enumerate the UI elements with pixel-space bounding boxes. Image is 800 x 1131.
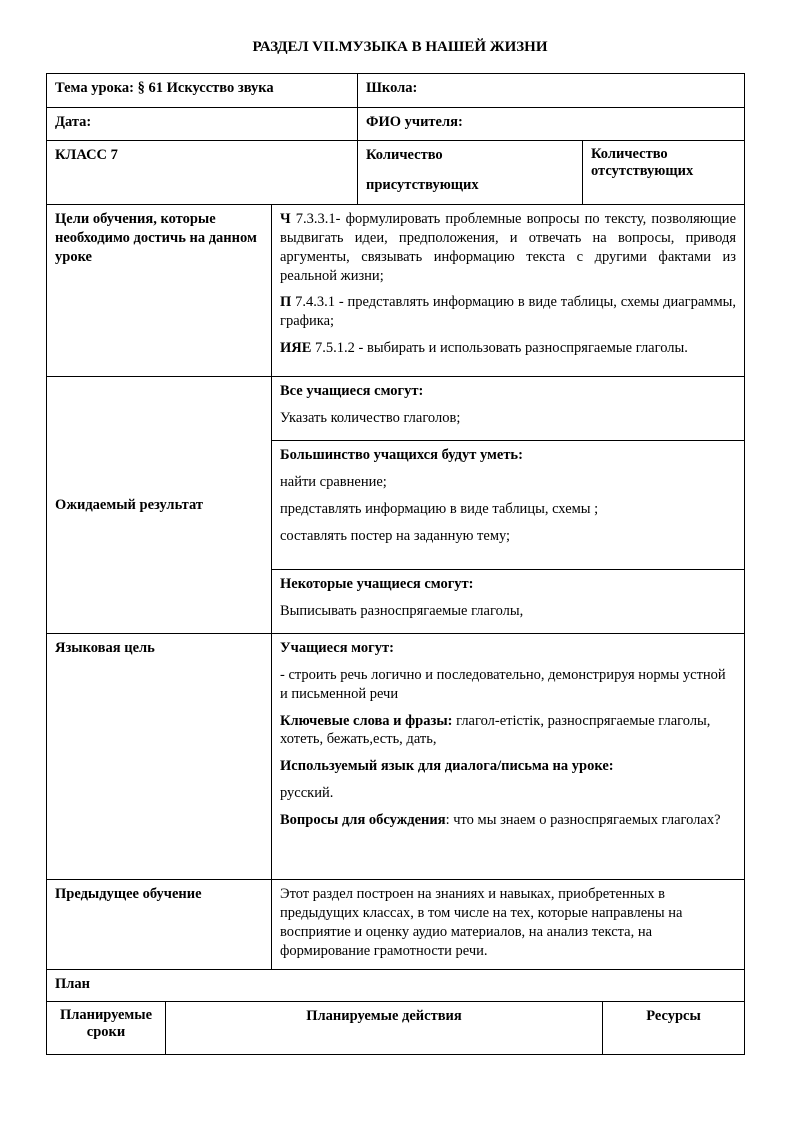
date-cell: Дата: [47,108,358,141]
previous-row [47,880,745,970]
language-used-value: русский. [280,785,334,802]
goals-label: Цели обучения, которые необходимо достичь на данном уроке [47,205,272,377]
goal-code: П [280,294,292,311]
expected-most-item: найти сравнение; [280,473,387,490]
questions-label: Вопросы для обсуждения [280,811,446,828]
previous-text: Этот раздел построен на знаниях и навыках, приобретенных в предыдущих классах, в том числе на тех, которые направлены на восприятие и оценку аудио материалов, на анализ текста, на формирование грамотности речи. [272,880,745,970]
expected-label: Ожидаемый результат [47,377,272,634]
language-used-label: Используемый язык для диалога/письма на уроке: [280,758,614,775]
expected-some-heading: Некоторые учащиеся смогут: [280,576,474,592]
plan-col-actions: Планируемые действия [166,1002,603,1055]
teacher-cell: ФИО учителя: [358,108,745,141]
expected-all-item: Указать количество глаголов; [280,409,461,426]
school-cell: Школа: [358,74,745,108]
grade-cell: КЛАСС 7 [47,141,358,205]
goals-row [47,205,745,377]
absent-label-line2: отсутствующих [591,162,694,179]
keywords-text: глагол-етістік, разноспрягаемые глаголы, хотеть, бежать,есть, дать, [280,712,711,748]
expected-most-cell [272,441,745,570]
goal-code: ИЯЕ [280,340,312,357]
present-label-line2: присутствующих [366,176,479,193]
previous-label: Предыдущее обучение [47,880,272,970]
header-row-date [47,108,745,141]
expected-most-item: составлять постер на заданную тему; [280,527,511,544]
goal-code: Ч [280,211,291,227]
language-label: Языковая цель [47,634,272,880]
present-label-line1: Количество [366,147,443,163]
expected-all-cell [272,377,745,441]
keywords-label: Ключевые слова и фразы: [280,712,453,729]
header-row-grade [47,141,745,205]
absent-label-line1: Количество [591,146,668,162]
plan-row [47,970,745,1002]
expected-some-item: Выписывать разноспрягаемые глаголы, [280,602,524,619]
language-keywords [280,712,736,750]
header-row-topic [47,74,745,108]
goals-content [272,205,745,377]
plan-header-row [47,1002,745,1055]
expected-most-heading: Большинство учащихся будут уметь: [280,447,523,463]
goal-item [280,210,736,285]
language-students-text: - строить речь логично и последовательно, демонстрируя нормы устной и письменной речи [280,666,726,702]
plan-label: План [47,970,745,1002]
topic-cell: Тема урока: § 61 Искусство звука [47,74,358,108]
expected-most-item: представлять информацию в виде таблицы, схемы ; [280,500,599,517]
language-questions [280,811,736,830]
expected-all-heading: Все учащиеся смогут: [280,383,424,399]
goal-text: 7.4.3.1 - представлять информацию в виде таблицы, схемы диаграммы, графика; [280,294,737,330]
section-title: РАЗДЕЛ VII.МУЗЫКА В НАШЕЙ ЖИЗНИ [252,39,548,55]
language-content [272,634,745,880]
questions-text: : что мы знаем о разноспрягаемых глаголах? [445,811,721,828]
goal-text: 7.5.1.2 - выбирать и использовать разноспрягаемые глаголы. [311,340,688,357]
language-row [47,634,745,880]
goal-text: 7.3.3.1- формулировать проблемные вопросы по тексту, позволяющие выдвигать идеи, предположения, и отвечать на вопросы, приводя аргументы, связывать информацию текста с другими фактами из реальной жизни; [280,211,737,284]
language-students-heading: Учащиеся могут: [280,640,394,656]
expected-row-all [47,377,745,441]
lesson-plan-table [46,73,745,1055]
absent-count-cell [583,141,745,205]
present-count-cell [358,141,583,205]
plan-col-resources: Ресурсы [603,1002,745,1055]
plan-col-time: Планируемые сроки [47,1002,166,1055]
expected-some-cell [272,570,745,634]
goal-item [280,293,736,331]
goal-item [280,339,736,358]
